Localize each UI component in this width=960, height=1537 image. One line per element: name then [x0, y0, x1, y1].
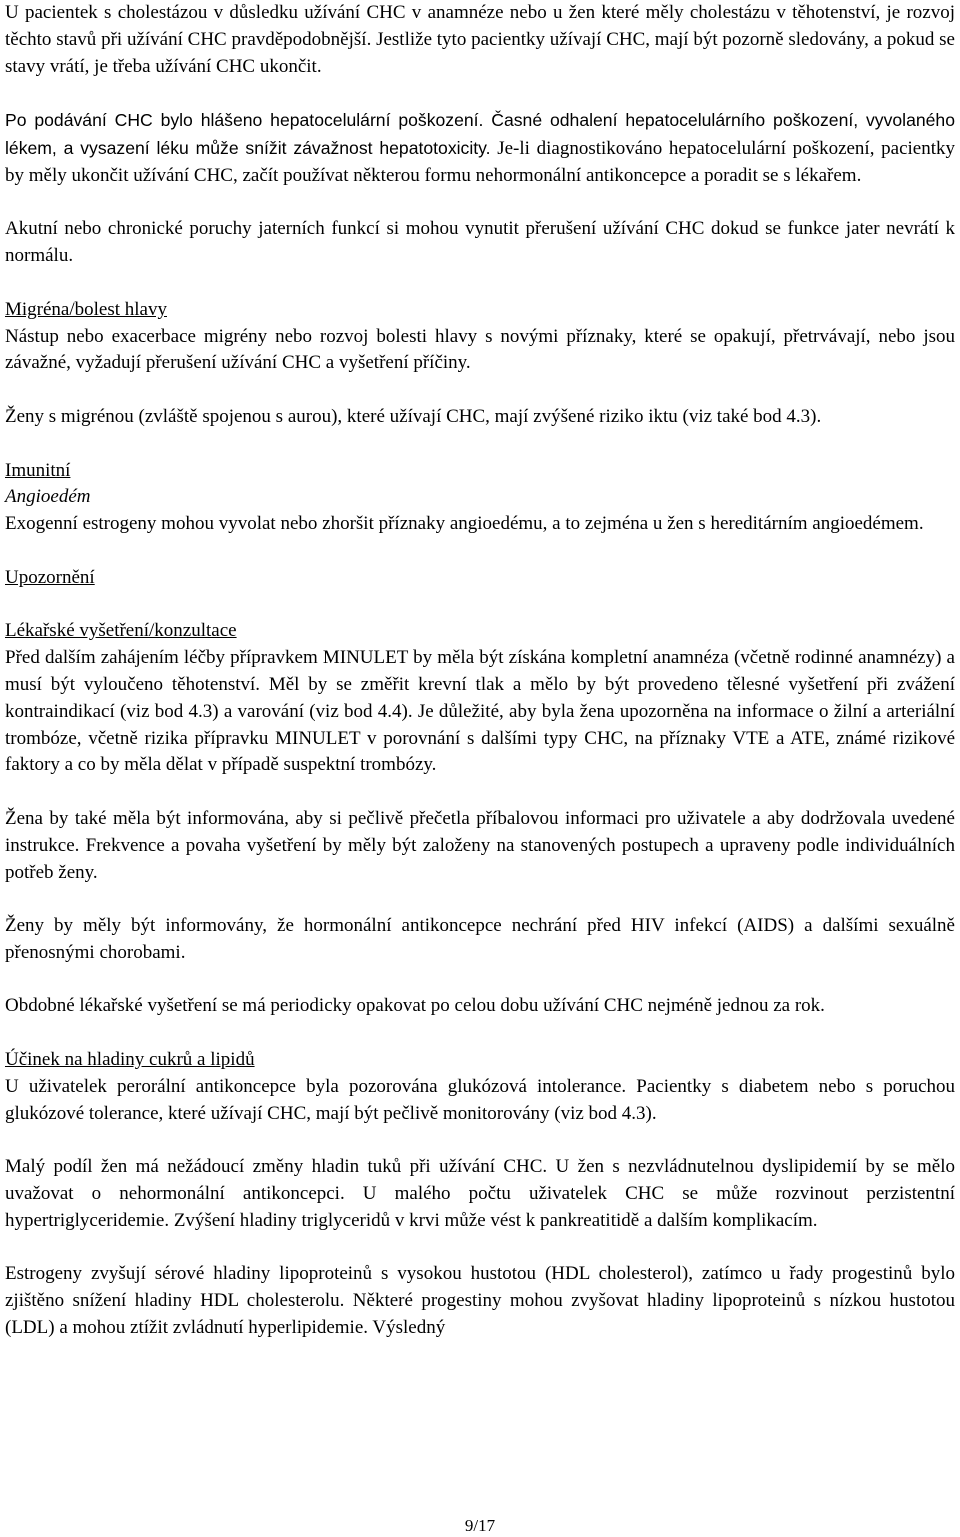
paragraph-hdl: Estrogeny zvyšují sérové hladiny lipoproteinů s vysokou hustotou (HDL cholesterol), zatímco u řady progestinů bylo zjištěno snížení hladiny HDL cholesterolu. Některé progestiny mohou zvyšovat hladiny lipoproteinů s nízkou hustotou (LDL) a mohou ztížit zvládnutí hyperlipidemie. Výsledný	[5, 1263, 955, 1339]
paragraph-hepatocellular	[5, 107, 955, 189]
paragraph-glucose: U uživatelek perorální antikoncepce byla pozorována glukózová intolerance. Pacientky s diabetem nebo s poruchou glukózové tolerance, které užívají CHC, mají být pečlivě monitorovány (viz bod 4.3).	[5, 1075, 955, 1124]
paragraph-medical-exam: Před dalším zahájením léčby přípravkem MINULET by měla být získána kompletní anamnéza (včetně rodinné anamnézy) a musí být vyloučeno těhotenství. Měl by se změřit krevní tlak a mělo by být provedeno tělesné vyšetření při zvážení kontraindikací (viz bod 4.3) a varování (viz bod 4.4). Je důležité, aby byla žena upozorněna na informace o žilní a arteriální trombóze, včetně rizika přípravku MINULET v porovnání s dalšími typy CHC, na příznaky VTE a ATE, známé rizikové faktory a co by měla dělat v případě suspektní trombózy.	[5, 647, 955, 776]
paragraph-hepatocellular-rest: Je-li diagnostikováno hepatocelulární poškození, pacientky by měly ukončit užívání CHC, začít používat některou formu nehormonální antikoncepce a poradit se s lékařem.	[5, 137, 956, 186]
paragraph-angioedema: Exogenní estrogeny mohou vyvolat nebo zhoršit příznaky angioedému, a to zejména u žen s hereditárním angioedémem.	[5, 513, 924, 535]
paragraph-migraine-aura: Ženy s migrénou (zvláště spojenou s aurou), které užívají CHC, mají zvýšené riziko iktu (viz také bod 4.3).	[5, 405, 822, 427]
document-page	[5, 0, 955, 1342]
heading-warning: Upozornění	[5, 566, 95, 588]
paragraph-cholestasis: U pacientek s cholestázou v důsledku užívání CHC v anamnéze nebo u žen které měly cholestázu v těhotenství, je rozvoj těchto stavů při užívání CHC pravděpodobnější. Jestliže tyto pacientky užívají CHC, mají být pozorně sledovány, a pokud se stavy vrátí, je třeba užívání CHC ukončit.	[5, 2, 955, 77]
heading-lipids: Účinek na hladiny cukrů a lipidů	[5, 1049, 255, 1071]
paragraph-hiv: Ženy by měly být informovány, že hormonální antikoncepce nechrání před HIV infekcí (AIDS) a dalšími sexuálně přenosnými chorobami.	[5, 915, 955, 963]
heading-medical-exam: Lékařské vyšetření/konzultace	[5, 620, 237, 642]
paragraph-periodic-exam: Obdobné lékařské vyšetření se má periodicky opakovat po celou dobu užívání CHC nejméně jednou za rok.	[5, 995, 825, 1017]
paragraph-liver-disorders: Akutní nebo chronické poruchy jaterních funkcí si mohou vynutit přerušení užívání CHC dokud se funkce jater nevrátí k normálu.	[5, 218, 955, 267]
heading-immune: Imunitní	[5, 459, 71, 481]
heading-migraine: Migréna/bolest hlavy	[5, 298, 167, 320]
paragraph-migraine: Nástup nebo exacerbace migrény nebo rozvoj bolesti hlavy s novými příznaky, které se opakují, přetrvávají, nebo jsou závažné, vyžadují přerušení užívání CHC a vyšetření příčiny.	[5, 325, 955, 374]
page-number: 9/17	[464, 1516, 496, 1535]
paragraph-patient-information: Žena by také měla být informována, aby si pečlivě přečetla příbalovou informaci pro uživatele a aby dodržovala uvedené instrukce. Frekvence a povaha vyšetření by měly být založeny na stanovených postupech a upraveny podle individuálních potřeb ženy.	[5, 807, 955, 883]
paragraph-hepatocellular-sans: Po podávání CHC bylo hlášeno hepatocelulární poškození. Časné odhalení hepatocelulárního poškození, vyvolaného lékem, a vysazení léku může snížit závažnost hepatotoxicity.	[5, 110, 955, 158]
heading-angioedema: Angioedém	[5, 486, 91, 508]
paragraph-dyslipidemia: Malý podíl žen má nežádoucí změny hladin tuků při užívání CHC. U žen s nezvládnutelnou dyslipidemií by se mělo uvažovat o nehormonální antikoncepci. U malého počtu uživatelek CHC se může rozvinout perzistentní hypertriglyceridemie. Zvýšení hladiny triglyceridů v krvi může vést k pankreatitidě a dalším komplikacím.	[5, 1156, 955, 1231]
